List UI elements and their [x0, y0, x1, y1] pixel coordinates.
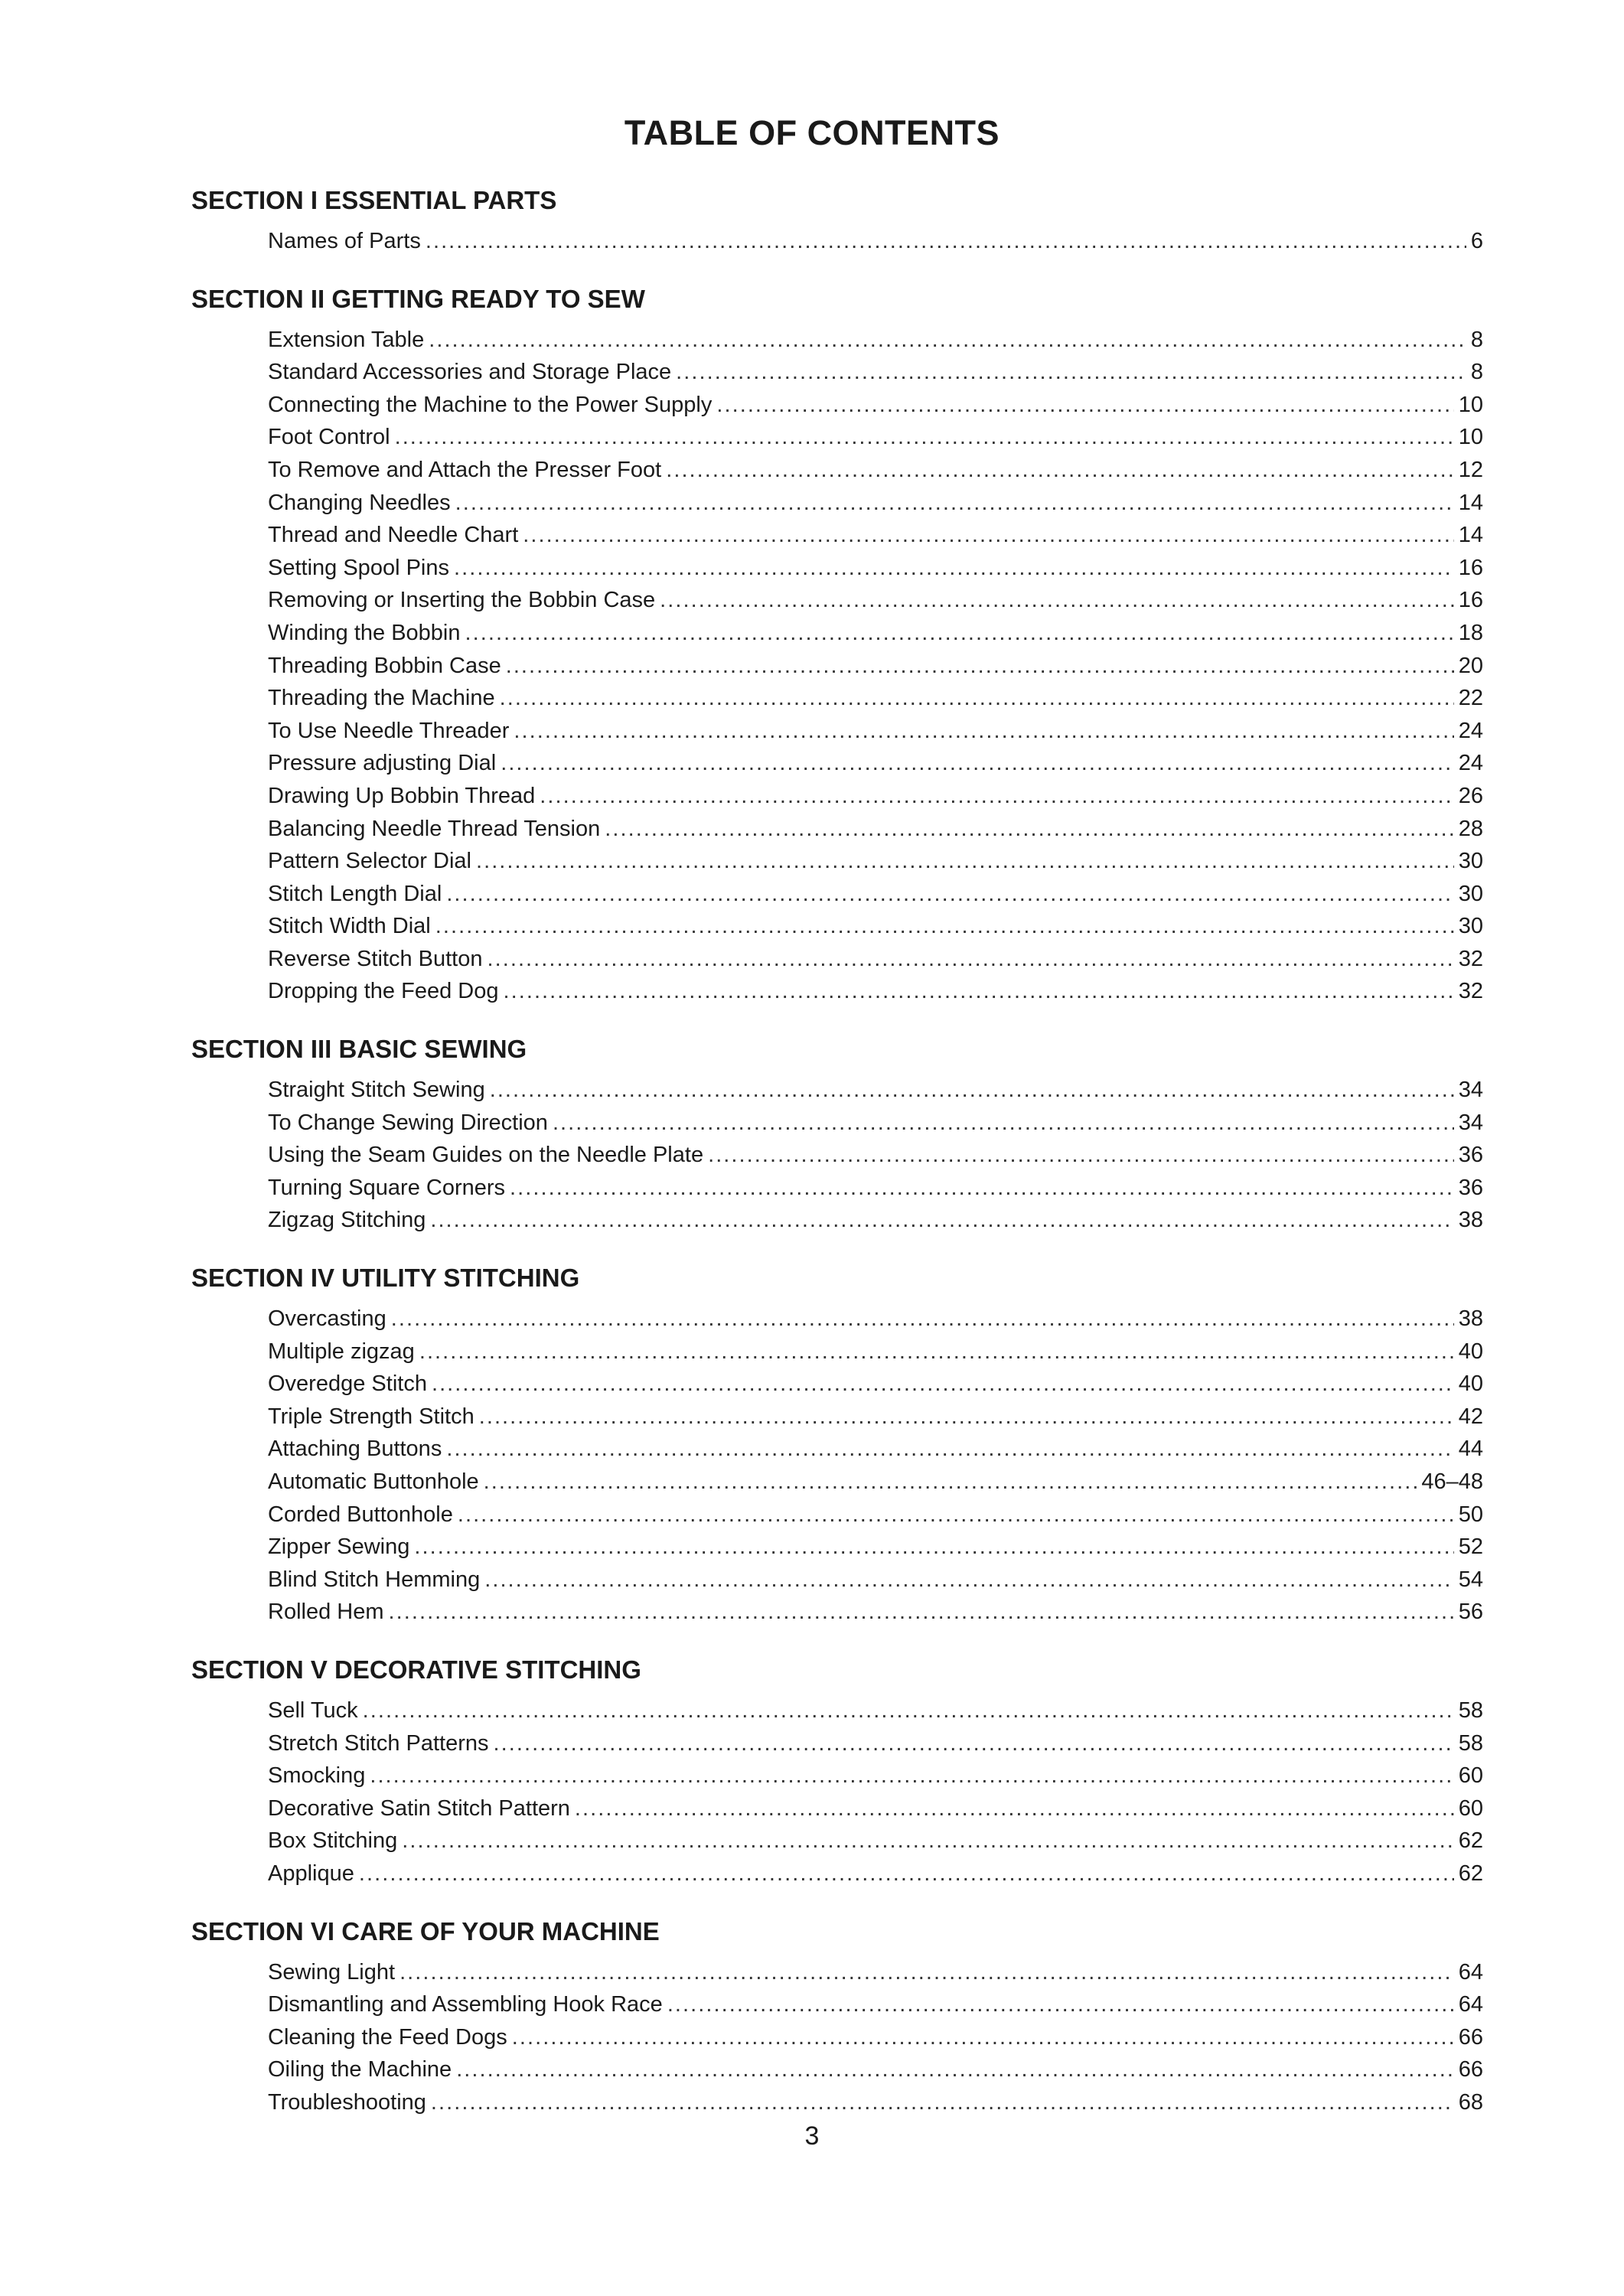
toc-entry[interactable]	[268, 2053, 1483, 2086]
toc-entry[interactable]	[268, 975, 1483, 1008]
toc-entry[interactable]	[268, 454, 1483, 487]
toc-entry-title: Balancing Needle Thread Tension	[268, 816, 601, 841]
dot-leader	[506, 650, 1454, 683]
toc-entry-page: 66	[1458, 2057, 1483, 2082]
section-heading: SECTION IV UTILITY STITCHING	[191, 1264, 580, 1293]
dot-leader	[429, 324, 1466, 357]
toc-entry[interactable]	[268, 1204, 1483, 1237]
toc-entry[interactable]	[268, 747, 1483, 780]
dot-leader	[514, 715, 1453, 748]
toc-entry-title: Overcasting	[268, 1306, 386, 1332]
toc-entry[interactable]	[268, 617, 1483, 650]
toc-entry-page: 10	[1458, 425, 1483, 450]
toc-entry-page: 32	[1458, 979, 1483, 1004]
section-entries	[268, 1074, 1483, 1237]
dot-leader	[430, 1204, 1453, 1237]
dot-leader	[395, 421, 1454, 454]
toc-entry-page: 44	[1458, 1437, 1483, 1462]
dot-leader	[523, 519, 1453, 552]
section-heading: SECTION V DECORATIVE STITCHING	[191, 1655, 641, 1684]
toc-entry-page: 66	[1458, 2024, 1483, 2050]
toc-entry[interactable]	[268, 1564, 1483, 1596]
dot-leader	[465, 617, 1454, 650]
dot-leader	[501, 747, 1454, 780]
toc-entry[interactable]	[268, 650, 1483, 683]
toc-entry-title: To Remove and Attach the Presser Foot	[268, 457, 662, 482]
dot-leader	[402, 1825, 1453, 1857]
dot-leader	[454, 552, 1454, 585]
toc-entry-title: Thread and Needle Chart	[268, 523, 519, 548]
toc-entry-title: Foot Control	[268, 425, 390, 450]
section-heading: SECTION I ESSENTIAL PARTS	[191, 186, 557, 214]
toc-entry-title: Smocking	[268, 1763, 366, 1789]
toc-entry-page: 34	[1458, 1110, 1483, 1135]
toc-entry-title: Zigzag Stitching	[268, 1208, 426, 1233]
toc-entry-title: Winding the Bobbin	[268, 620, 461, 645]
toc-entry-page: 34	[1458, 1078, 1483, 1103]
toc-entry-page: 54	[1458, 1567, 1483, 1592]
toc-entry-title: Extension Table	[268, 327, 425, 352]
toc-entry-title: Corded Buttonhole	[268, 1502, 453, 1527]
section-entries	[268, 225, 1483, 258]
toc-entry[interactable]	[268, 2086, 1483, 2119]
dot-leader	[446, 1433, 1453, 1466]
section-entries	[268, 324, 1483, 1008]
toc-entry-page: 52	[1458, 1534, 1483, 1560]
dot-leader	[458, 1499, 1454, 1531]
section-entries	[268, 1694, 1483, 1890]
toc-entry-page: 60	[1458, 1763, 1483, 1789]
toc-entry-title: Dismantling and Assembling Hook Race	[268, 1992, 663, 2017]
toc-entry-page: 56	[1458, 1600, 1483, 1625]
toc-section	[191, 179, 1483, 258]
toc-entry-page: 8	[1470, 360, 1483, 385]
toc-entry-page: 36	[1458, 1175, 1483, 1200]
toc-entry[interactable]	[268, 1694, 1483, 1727]
section-heading: SECTION VI CARE OF YOUR MACHINE	[191, 1916, 660, 1945]
toc-entry-title: Dropping the Feed Dog	[268, 979, 499, 1004]
dot-leader	[435, 910, 1454, 943]
toc-entry-title: Using the Seam Guides on the Needle Plate	[268, 1143, 704, 1168]
toc-entry[interactable]	[268, 1401, 1483, 1433]
toc-entry-title: Stitch Width Dial	[268, 914, 431, 939]
toc-entry-title: Turning Square Corners	[268, 1175, 506, 1200]
dot-leader	[500, 682, 1454, 715]
dot-leader	[575, 1792, 1454, 1825]
toc-entry[interactable]	[268, 1499, 1483, 1531]
toc-entry[interactable]	[268, 1303, 1483, 1336]
toc-entry-title: Reverse Stitch Button	[268, 946, 483, 971]
toc-entry[interactable]	[268, 389, 1483, 422]
dot-leader	[399, 1956, 1454, 1989]
dot-leader	[503, 975, 1453, 1008]
toc-entry-title: Changing Needles	[268, 490, 451, 515]
toc-entry-page: 40	[1458, 1339, 1483, 1364]
page-number: 3	[804, 2122, 820, 2151]
toc-entry-page: 22	[1458, 686, 1483, 711]
dot-leader	[426, 225, 1466, 258]
dot-leader	[363, 1694, 1454, 1727]
toc-section	[191, 278, 1483, 1008]
toc-entry[interactable]	[268, 1433, 1483, 1466]
toc-entry[interactable]	[268, 1988, 1483, 2021]
toc-entry[interactable]	[268, 845, 1483, 878]
toc-entry[interactable]	[268, 813, 1483, 846]
toc-entry-title: Drawing Up Bobbin Thread	[268, 783, 536, 808]
toc-entry-title: Overedge Stitch	[268, 1371, 427, 1397]
toc-entry-title: Attaching Buttons	[268, 1437, 442, 1462]
toc-entry[interactable]	[268, 1139, 1483, 1172]
toc-section	[191, 1910, 1483, 2119]
dot-leader	[512, 2021, 1454, 2054]
toc-entry[interactable]	[268, 1825, 1483, 1857]
toc-entry[interactable]	[268, 1368, 1483, 1401]
dot-leader	[455, 487, 1454, 520]
toc-entry[interactable]	[268, 1727, 1483, 1760]
toc-entry[interactable]	[268, 552, 1483, 585]
toc-entry-title: To Change Sewing Direction	[268, 1110, 548, 1135]
toc-entry-page: 18	[1458, 620, 1483, 645]
toc-entry-title: Cleaning the Feed Dogs	[268, 2024, 507, 2050]
dot-leader	[490, 1074, 1454, 1107]
toc-entry-title: Automatic Buttonhole	[268, 1469, 479, 1494]
toc-section	[191, 1028, 1483, 1237]
toc-entry-page: 38	[1458, 1208, 1483, 1233]
dot-leader	[487, 943, 1453, 976]
section-entries	[268, 1956, 1483, 2119]
toc-entry-title: Sell Tuck	[268, 1698, 358, 1723]
toc-entry-title: Rolled Hem	[268, 1600, 384, 1625]
toc-entry-title: Stretch Stitch Patterns	[268, 1730, 489, 1756]
toc-entry-title: Zipper Sewing	[268, 1534, 410, 1560]
toc-entry-title: Straight Stitch Sewing	[268, 1078, 485, 1103]
dot-leader	[446, 878, 1453, 911]
toc-entry-title: Triple Strength Stitch	[268, 1404, 474, 1429]
toc-entry-page: 24	[1458, 718, 1483, 743]
toc-entry-page: 40	[1458, 1371, 1483, 1397]
toc-entry-page: 68	[1458, 2089, 1483, 2115]
toc-entry[interactable]	[268, 715, 1483, 748]
toc-entry[interactable]	[268, 225, 1483, 258]
toc-entry-title: To Use Needle Threader	[268, 718, 510, 743]
dot-leader	[359, 1857, 1454, 1890]
toc-entry-title: Pressure adjusting Dial	[268, 751, 497, 776]
toc-entry-title: Setting Spool Pins	[268, 555, 449, 580]
section-entries	[268, 1303, 1483, 1629]
toc-entry-page: 38	[1458, 1306, 1483, 1332]
toc-entry[interactable]	[268, 780, 1483, 813]
toc-entry-title: Threading Bobbin Case	[268, 653, 501, 678]
toc-entry-title: Connecting the Machine to the Power Supply	[268, 392, 713, 417]
dot-leader	[431, 2086, 1454, 2119]
dot-leader	[391, 1303, 1454, 1336]
toc-entry[interactable]	[268, 1596, 1483, 1629]
toc-entry[interactable]	[268, 1336, 1483, 1368]
toc-entry-page: 30	[1458, 881, 1483, 906]
toc-entry-title: Multiple zigzag	[268, 1339, 415, 1364]
dot-leader	[716, 389, 1453, 422]
toc-entry[interactable]	[268, 1760, 1483, 1792]
toc-entry-title: Sewing Light	[268, 1959, 396, 1985]
toc-entry-page: 60	[1458, 1795, 1483, 1821]
dot-leader	[676, 356, 1466, 389]
toc-section	[191, 1257, 1483, 1629]
toc-entry-title: Pattern Selector Dial	[268, 849, 471, 874]
toc-entry-page: 14	[1458, 490, 1483, 515]
dot-leader	[484, 1466, 1417, 1499]
toc-entry[interactable]	[268, 682, 1483, 715]
toc-entry-page: 28	[1458, 816, 1483, 841]
dot-leader	[414, 1531, 1453, 1564]
toc-entry[interactable]	[268, 1792, 1483, 1825]
page-title: TABLE OF CONTENTS	[624, 113, 1000, 152]
toc-entry-page: 16	[1458, 555, 1483, 580]
toc-entry-page: 58	[1458, 1698, 1483, 1723]
dot-leader	[456, 2053, 1454, 2086]
dot-leader	[419, 1336, 1454, 1368]
toc-entry-page: 6	[1470, 229, 1483, 253]
toc-entry-page: 50	[1458, 1502, 1483, 1527]
toc-entry-page: 64	[1458, 1959, 1483, 1985]
toc-entry-page: 62	[1458, 1828, 1483, 1854]
dot-leader	[389, 1596, 1454, 1629]
toc-entry[interactable]	[268, 1531, 1483, 1564]
toc-entry-page: 62	[1458, 1861, 1483, 1886]
toc-entry[interactable]	[268, 1466, 1483, 1499]
dot-leader	[553, 1107, 1454, 1140]
section-heading: SECTION II GETTING READY TO SEW	[191, 284, 645, 313]
dot-leader	[660, 584, 1454, 617]
toc-entry-page: 26	[1458, 783, 1483, 808]
table-of-contents	[191, 179, 1483, 2139]
dot-leader	[666, 454, 1454, 487]
dot-leader	[667, 1988, 1454, 2021]
toc-entry[interactable]	[268, 943, 1483, 976]
toc-entry[interactable]	[268, 1172, 1483, 1205]
toc-entry-title: Applique	[268, 1861, 354, 1886]
dot-leader	[484, 1564, 1454, 1596]
dot-leader	[605, 813, 1453, 846]
toc-entry[interactable]	[268, 324, 1483, 357]
toc-entry-page: 32	[1458, 946, 1483, 971]
toc-entry-title: Oiling the Machine	[268, 2057, 452, 2082]
toc-entry-title: Removing or Inserting the Bobbin Case	[268, 588, 656, 613]
toc-entry-page: 46–48	[1421, 1469, 1483, 1494]
dot-leader	[540, 780, 1453, 813]
toc-entry-page: 14	[1458, 523, 1483, 548]
toc-entry-title: Blind Stitch Hemming	[268, 1567, 481, 1592]
dot-leader	[432, 1368, 1454, 1401]
toc-entry-page: 8	[1470, 327, 1483, 352]
toc-entry-page: 30	[1458, 914, 1483, 939]
toc-entry-title: Troubleshooting	[268, 2089, 426, 2115]
toc-entry-page: 16	[1458, 588, 1483, 613]
toc-entry-page: 42	[1458, 1404, 1483, 1429]
toc-entry[interactable]	[268, 1956, 1483, 1989]
toc-entry-page: 20	[1458, 653, 1483, 678]
toc-entry[interactable]	[268, 584, 1483, 617]
toc-entry-page: 36	[1458, 1143, 1483, 1168]
toc-entry[interactable]	[268, 519, 1483, 552]
dot-leader	[494, 1727, 1454, 1760]
toc-entry-page: 24	[1458, 751, 1483, 776]
toc-entry-title: Threading the Machine	[268, 686, 495, 711]
toc-entry[interactable]	[268, 421, 1483, 454]
toc-entry[interactable]	[268, 487, 1483, 520]
toc-entry[interactable]	[268, 1857, 1483, 1890]
toc-section	[191, 1649, 1483, 1890]
dot-leader	[510, 1172, 1454, 1205]
toc-entry-title: Names of Parts	[268, 229, 421, 253]
toc-entry[interactable]	[268, 878, 1483, 911]
section-heading: SECTION III BASIC SEWING	[191, 1035, 527, 1064]
toc-entry-page: 10	[1458, 392, 1483, 417]
dot-leader	[479, 1401, 1454, 1433]
toc-entry-title: Box Stitching	[268, 1828, 398, 1854]
toc-entry-title: Decorative Satin Stitch Pattern	[268, 1795, 570, 1821]
dot-leader	[708, 1139, 1454, 1172]
toc-entry[interactable]	[268, 1074, 1483, 1107]
toc-entry-page: 30	[1458, 849, 1483, 874]
toc-entry-page: 58	[1458, 1730, 1483, 1756]
dot-leader	[476, 845, 1454, 878]
toc-entry[interactable]	[268, 356, 1483, 389]
toc-entry-page: 12	[1458, 457, 1483, 482]
toc-entry-page: 64	[1458, 1992, 1483, 2017]
toc-entry-title: Stitch Length Dial	[268, 881, 442, 906]
toc-entry[interactable]	[268, 2021, 1483, 2054]
dot-leader	[370, 1760, 1453, 1792]
toc-entry-title: Standard Accessories and Storage Place	[268, 360, 672, 385]
toc-entry[interactable]	[268, 910, 1483, 943]
toc-entry[interactable]	[268, 1107, 1483, 1140]
